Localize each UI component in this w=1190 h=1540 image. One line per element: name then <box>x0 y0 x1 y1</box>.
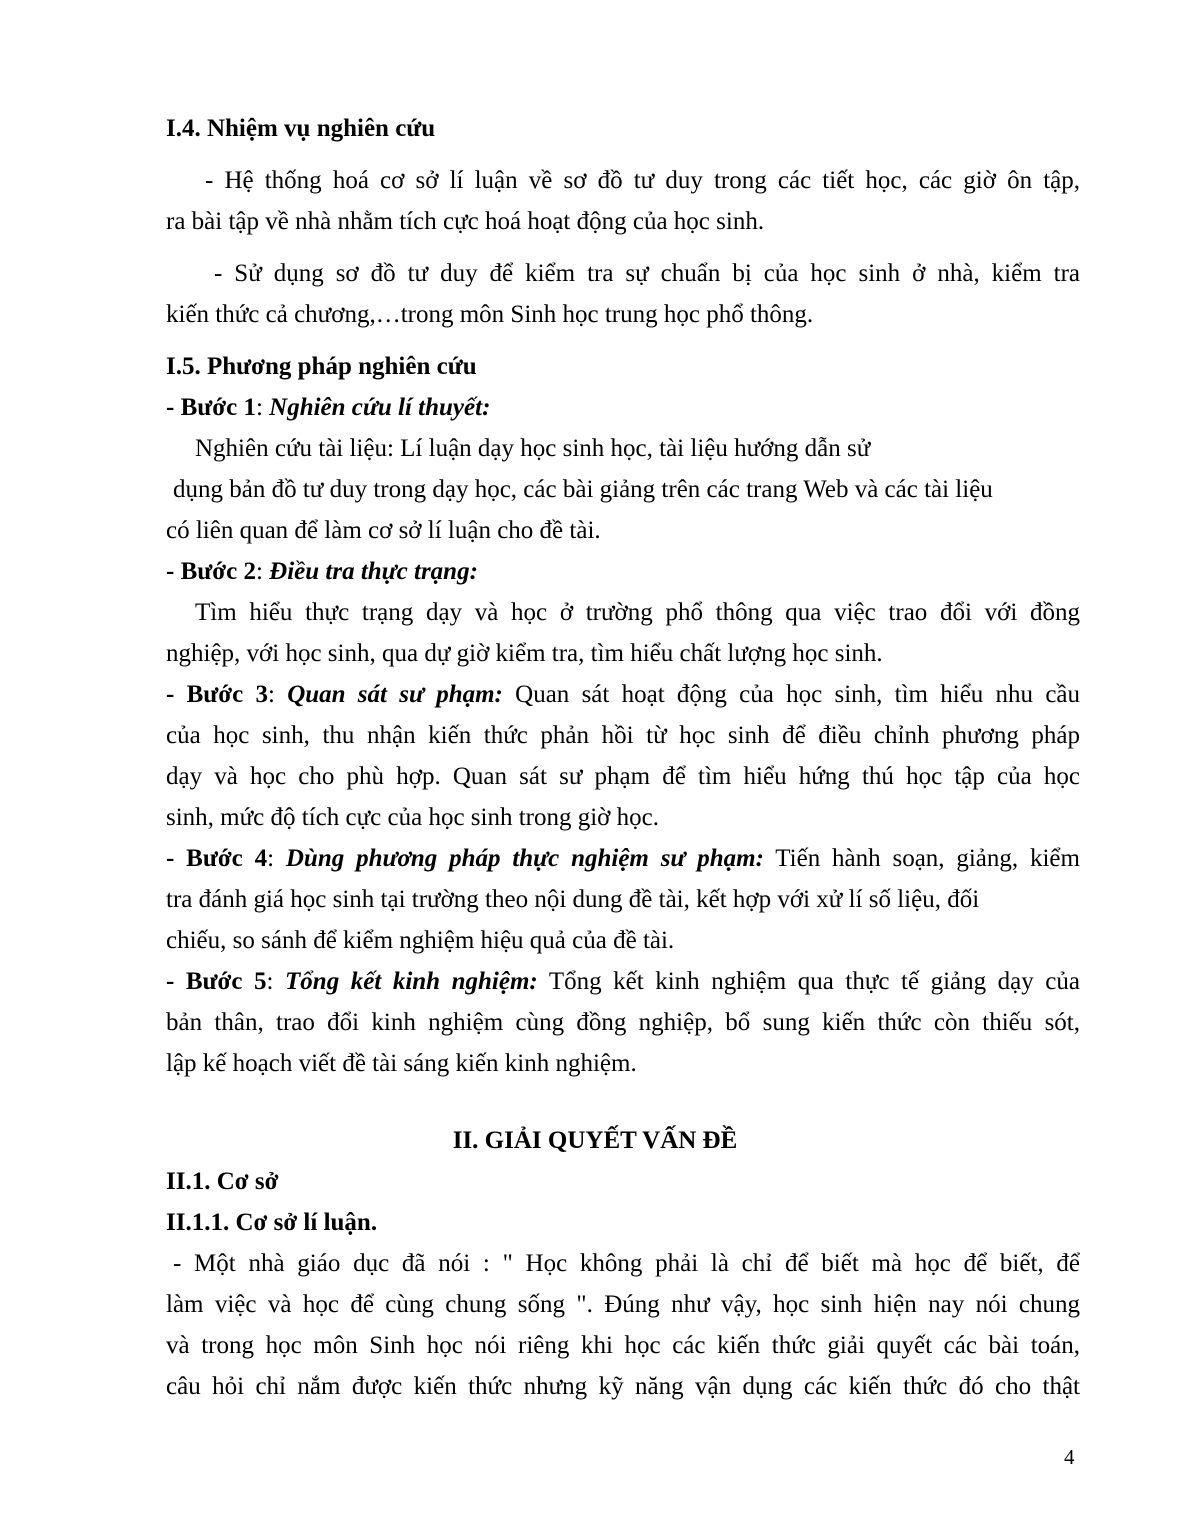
colon: : <box>255 558 263 585</box>
paragraph-line: nghiệp, với học sinh, qua dự giờ kiểm tra, tìm hiểu chất lượng học sinh. <box>166 640 883 667</box>
section-heading-1-5: I.5. Phương pháp nghiên cứu <box>166 353 477 380</box>
step-label: - Bước 1 <box>166 394 256 421</box>
page-number: 4 <box>1064 1445 1075 1469</box>
step-title: Dùng phương pháp thực nghiệm sư phạm: <box>285 845 764 872</box>
paragraph-line: lập kế hoạch viết đề tài sáng kiến kinh nghiệm. <box>166 1050 637 1077</box>
paragraph-line: dụng bản đồ tư duy trong dạy học, các bài giảng trên các trang Web và các tài liệu <box>173 476 993 503</box>
step-title: Điều tra thực trạng: <box>269 558 478 585</box>
paragraph-line: làm việc và học để cùng chung sống ". Đúng như vậy, học sinh hiện nay nói chung <box>166 1291 1080 1318</box>
paragraph-line: - Sử dụng sơ đồ tư duy để kiểm tra sự chuẩn bị của học sinh ở nhà, kiểm tra <box>214 260 1080 287</box>
step-label: - Bước 3 <box>166 681 268 708</box>
step-label: - Bước 5 <box>166 968 267 995</box>
step-title: Quan sát sư phạm: <box>287 681 503 708</box>
step-3-heading <box>166 682 1080 707</box>
step-4-heading <box>166 846 1080 871</box>
step-title: Nghiên cứu lí thuyết: <box>269 394 491 421</box>
paragraph-line: chiếu, so sánh để kiểm nghiệm hiệu quả của đề tài. <box>166 927 675 954</box>
step-label: - Bước 2 <box>166 558 256 585</box>
paragraph-line: ra bài tập về nhà nhằm tích cực hoá hoạt động của học sinh. <box>166 208 765 235</box>
paragraph-line: câu hỏi chỉ nắm được kiến thức nhưng kỹ năng vận dụng các kiến thức đó cho thật <box>166 1373 1080 1400</box>
step-text: Tổng kết kinh nghiệm qua thực tế giảng dạy của <box>548 968 1081 995</box>
paragraph-line: của học sinh, thu nhận kiến thức phản hồi từ học sinh để điều chỉnh phương pháp <box>166 722 1080 749</box>
colon: : <box>267 681 275 708</box>
step-1-heading <box>166 395 490 420</box>
paragraph-line: kiến thức cả chương,…trong môn Sinh học trung học phổ thông. <box>166 301 814 328</box>
step-text: Tiến hành soạn, giảng, kiểm <box>775 845 1080 872</box>
step-5-heading <box>166 969 1080 994</box>
paragraph-line: Nghiên cứu tài liệu: Lí luận dạy học sinh học, tài liệu hướng dẫn sử <box>195 435 871 462</box>
paragraph-line: tra đánh giá học sinh tại trường theo nội dung đề tài, kết hợp với xử lí số liệu, đối <box>166 886 980 913</box>
paragraph-line: - Một nhà giáo dục đã nói : " Học không phải là chỉ để biết mà học để biết, để <box>173 1250 1080 1277</box>
section-heading-1-4: I.4. Nhiệm vụ nghiên cứu <box>166 115 436 142</box>
step-title: Tổng kết kinh nghiệm: <box>285 968 538 995</box>
section-heading-2-1: II.1. Cơ sở <box>166 1168 279 1195</box>
paragraph-line: bản thân, trao đổi kinh nghiệm cùng đồng nghiệp, bổ sung kiến thức còn thiếu sót, <box>166 1009 1080 1036</box>
step-2-heading <box>166 559 478 584</box>
step-text: Quan sát hoạt động của học sinh, tìm hiểu nhu cầu <box>515 681 1081 708</box>
paragraph-line: và trong học môn Sinh học nói riêng khi học các kiến thức giải quyết các bài toán, <box>166 1332 1080 1359</box>
paragraph-line: Tìm hiểu thực trạng dạy và học ở trường phổ thông qua việc trao đổi với đồng <box>195 599 1080 626</box>
part-2-heading: II. GIẢI QUYẾT VẤN ĐỀ <box>452 1127 738 1154</box>
step-label: - Bước 4 <box>166 845 268 872</box>
section-heading-2-1-1: II.1.1. Cơ sở lí luận. <box>166 1209 378 1236</box>
paragraph-line: có liên quan để làm cơ sở lí luận cho đề tài. <box>166 517 601 544</box>
paragraph-line: sinh, mức độ tích cực của học sinh trong giờ học. <box>166 804 659 831</box>
paragraph-line: - Hệ thống hoá cơ sở lí luận về sơ đồ tư duy trong các tiết học, các giờ ôn tập, <box>205 167 1080 194</box>
paragraph-line: dạy và học cho phù hợp. Quan sát sư phạm để tìm hiểu hứng thú học tập của học <box>166 763 1080 790</box>
colon: : <box>266 968 274 995</box>
colon: : <box>255 394 263 421</box>
colon: : <box>267 845 275 872</box>
